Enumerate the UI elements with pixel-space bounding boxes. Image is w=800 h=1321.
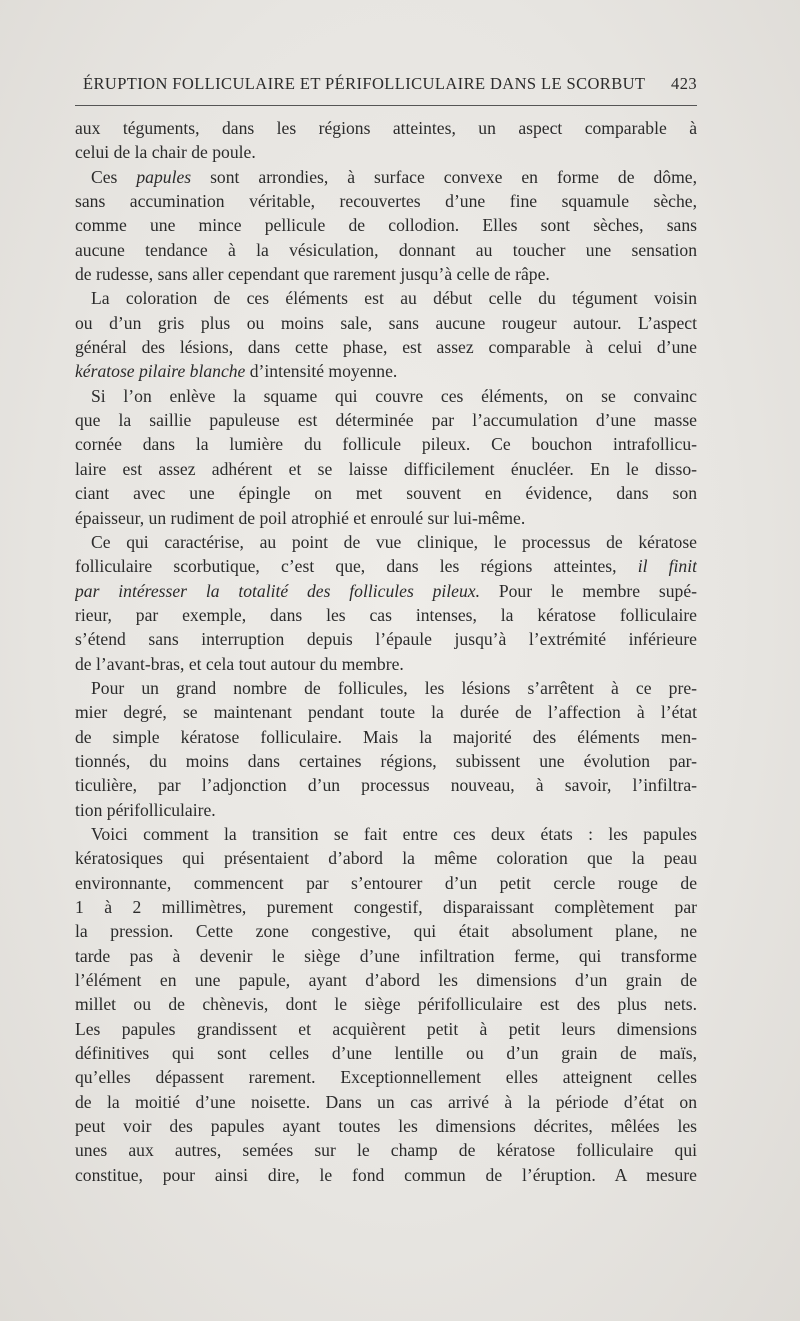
text-line: peut voir des papules ayant toutes les dimensions décrites, mêlées les — [75, 1116, 697, 1137]
text-line: mier degré, se maintenant pendant toute la durée de l’affection à l’état — [75, 702, 697, 723]
text-line: tionnés, du moins dans certaines régions, subissent une évolution par- — [75, 750, 697, 771]
running-title: ÉRUPTION FOLLICULAIRE ET PÉRIFOLLICULAIRE DANS LE SCORBUT — [83, 74, 646, 93]
text-line — [75, 359, 697, 383]
text-line: tion périfolliculaire. — [75, 799, 216, 820]
text-line: kératosiques qui présentaient d’abord la même coloration que la peau — [75, 848, 697, 869]
text-line: de simple kératose folliculaire. Mais la majorité des éléments men- — [75, 726, 697, 747]
body-text — [75, 116, 697, 1187]
text-line: définitives qui sont celles d’une lentille ou d’un grain de maïs, — [75, 1043, 697, 1064]
text-segment: folliculaire scorbutique, c’est que, dans les régions atteintes, — [75, 556, 638, 577]
page-number: 423 — [671, 74, 697, 93]
text-line: Si l’on enlève la squame qui couvre ces éléments, on se convainc — [91, 385, 697, 406]
text-line: Ce qui caractérise, au point de vue clinique, le processus de kératose — [91, 531, 697, 552]
text-line: celui de la chair de poule. — [75, 142, 256, 163]
text-segment: Pour le membre supé- — [480, 580, 697, 601]
text-line — [75, 165, 697, 189]
text-line: aux téguments, dans les régions atteintes, un aspect comparable à — [75, 118, 697, 138]
italic-segment: il finit — [637, 556, 697, 577]
text-line: que la saillie papuleuse est déterminée par l’accumulation d’une masse — [75, 410, 697, 431]
text-line: de rudesse, sans aller cependant que rarement jusqu’à celle de râpe. — [75, 264, 550, 285]
text-line: ou d’un gris plus ou moins sale, sans aucune rougeur autour. L’aspect — [75, 312, 697, 333]
text-line: environnante, commencent par s’entourer d’un petit cercle rouge de — [75, 872, 697, 893]
text-line: s’étend sans interruption depuis l’épaule jusqu’à l’extrémité inférieure — [75, 629, 697, 650]
text-line: la pression. Cette zone congestive, qui était absolument plane, ne — [75, 921, 697, 942]
running-head — [75, 70, 697, 98]
text-line: laire est assez adhérent et se laisse difficilement énucléer. En le disso- — [75, 458, 697, 479]
text-line: rieur, par exemple, dans les cas intenses, la kératose folliculaire — [75, 604, 697, 625]
text-line: aucune tendance à la vésiculation, donnant au toucher une sensation — [75, 239, 697, 260]
text-segment: Ces — [91, 166, 137, 187]
italic-segment: kératose pilaire blanche — [75, 361, 246, 382]
text-segment: d’intensité moyenne. — [245, 361, 398, 382]
text-line: constitue, pour ainsi dire, le fond commun de l’éruption. A mesure — [75, 1164, 697, 1185]
header-rule — [75, 105, 697, 106]
text-line: de la moitié d’une noisette. Dans un cas arrivé à la période d’état on — [75, 1091, 697, 1112]
italic-segment: par intéresser la totalité des follicules pileux. — [75, 580, 480, 601]
text-line: l’élément en une papule, ayant d’abord les dimensions d’un grain de — [75, 970, 697, 991]
text-line: général des lésions, dans cette phase, est assez comparable à celui d’une — [75, 337, 697, 358]
text-segment: sont arrondies, à surface convexe en forme de dôme, — [191, 166, 697, 187]
text-line: Pour un grand nombre de follicules, les lésions s’arrêtent à ce pre- — [91, 677, 697, 698]
text-line: comme une mince pellicule de collodion. Elles sont sèches, sans — [75, 215, 697, 236]
text-line: 1 à 2 millimètres, purement congestif, disparaissant complètement par — [75, 897, 697, 917]
text-line — [75, 579, 697, 603]
text-line: La coloration de ces éléments est au début celle du tégument voisin — [91, 288, 697, 309]
text-line: tarde pas à devenir le siège d’une infiltration ferme, qui transforme — [75, 945, 697, 966]
text-line: qu’elles dépassent rarement. Exceptionnellement elles atteignent celles — [75, 1067, 697, 1088]
text-line: cornée dans la lumière du follicule pileux. Ce bouchon intrafollicu- — [75, 434, 697, 455]
text-line — [75, 554, 697, 578]
text-line: unes aux autres, semées sur le champ de kératose folliculaire qui — [75, 1140, 697, 1161]
text-line: épaisseur, un rudiment de poil atrophié et enroulé sur lui-même. — [75, 507, 526, 528]
text-line: ciant avec une épingle on met souvent en évidence, dans son — [75, 483, 697, 504]
italic-segment: papules — [136, 166, 192, 187]
text-line: ticulière, par l’adjonction d’un processus nouveau, à savoir, l’infiltra- — [75, 775, 697, 796]
text-line: Les papules grandissent et acquièrent petit à petit leurs dimensions — [75, 1018, 697, 1039]
text-line: de l’avant-bras, et cela tout autour du membre. — [75, 653, 404, 674]
text-line: sans accumination véritable, recouvertes d’une fine squamule sèche, — [75, 191, 697, 212]
text-line: Voici comment la transition se fait entre ces deux états : les papules — [91, 823, 697, 844]
text-line: millet ou de chènevis, dont le siège périfolliculaire est des plus nets. — [75, 994, 697, 1015]
